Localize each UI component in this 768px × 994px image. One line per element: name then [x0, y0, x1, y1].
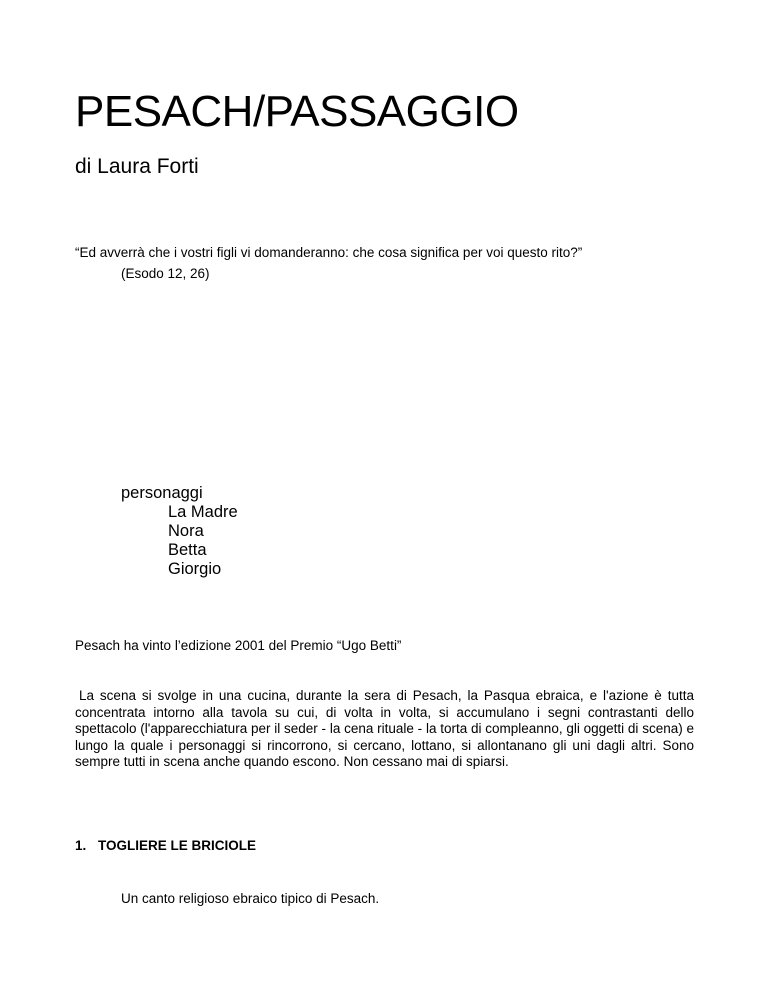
character-item: La Madre	[168, 503, 238, 521]
stage-direction: Un canto religioso ebraico tipico di Pesach.	[121, 891, 380, 906]
characters-block	[121, 484, 238, 579]
author-line: di Laura Forti	[75, 155, 199, 178]
characters-heading: personaggi	[121, 484, 203, 502]
section-number: 1.	[75, 838, 87, 853]
character-list	[121, 503, 238, 579]
character-item: Giorgio	[168, 560, 222, 578]
section-title: TOGLIERE LE BRICIOLE	[98, 838, 257, 853]
character-item: Betta	[168, 541, 207, 559]
epigraph-quote: “Ed avverrà che i vostri figli vi domanderanno: che cosa significa per voi questo rito?”	[75, 245, 583, 260]
section-heading	[75, 837, 256, 854]
scene-description: La scena si svolge in una cucina, durante la sera di Pesach, la Pasqua ebraica, e l'azione è tutta concentrata intorno alla tavola su cui, di volta in volta, si accumulano i segni contrastanti dello spettacolo (l'apparecchiatura per il seder - la cena rituale - la torta di compleanno, gli oggetti di scena) e lungo la quale i personaggi si rincorrono, si cercano, lottano, si allontanano gli uni dagli altri. Sono sempre tutti in scena anche quando escono. Non cessano mai di spiarsi.	[75, 688, 694, 769]
document-title: PESACH/PASSAGGIO	[75, 87, 519, 136]
epigraph-source: (Esodo 12, 26)	[121, 266, 210, 281]
character-item: Nora	[168, 522, 204, 540]
prize-note: Pesach ha vinto l’edizione 2001 del Premio “Ugo Betti”	[75, 638, 402, 653]
